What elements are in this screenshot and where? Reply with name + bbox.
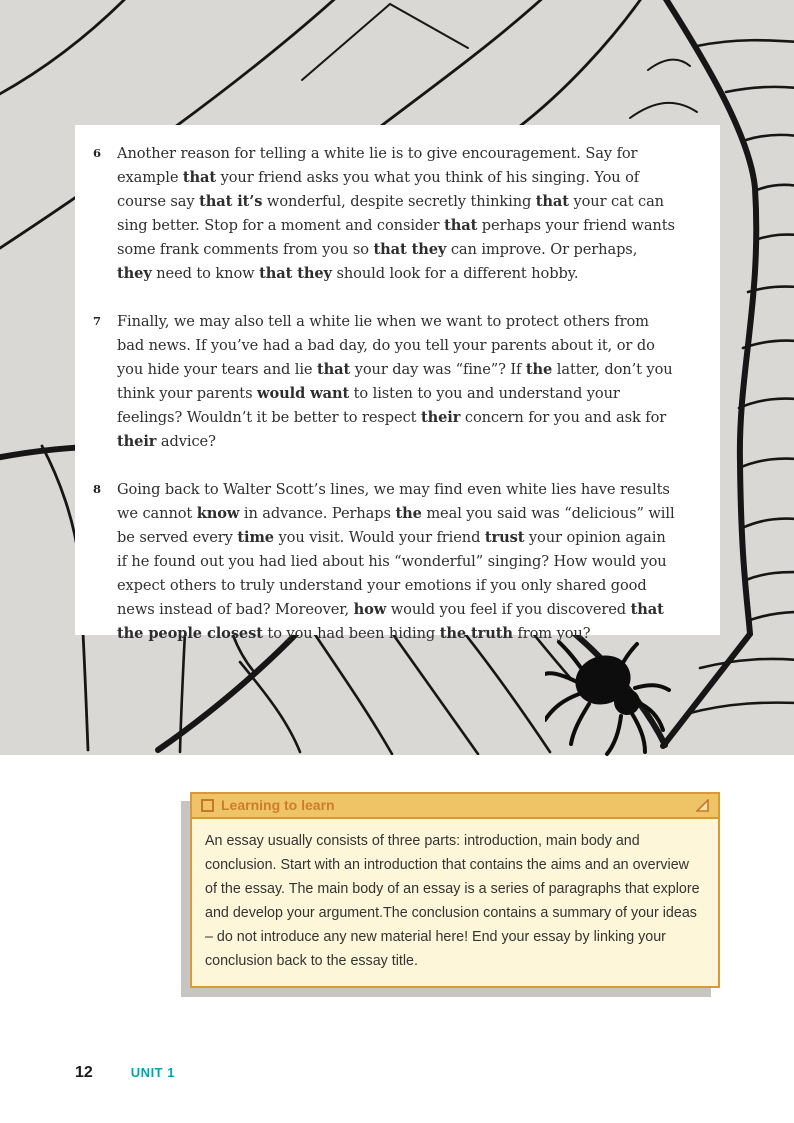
paragraph-number: 8: [93, 482, 102, 496]
page-number: 12: [75, 1064, 93, 1081]
learning-box-header: [192, 794, 718, 819]
unit-label: UNIT 1: [130, 1065, 175, 1080]
learning-to-learn-box: [190, 792, 720, 988]
learning-box-title: Learning to learn: [221, 797, 335, 813]
paragraph-text: Going back to Walter Scott’s lines, we may find even white lies have results we cannot know in advance. Perhaps the meal you said was “delicious” will be served every time you visit. Would your friend trust your opinion again if he found out you had lied about his “wonderful” singing? How would you expect others to truly understand your emotions if you only shared good news instead of bad? Moreover, how would you feel if you discovered that the people closest to you had been hiding the truth from you?: [117, 481, 675, 642]
paragraph-number: 6: [93, 146, 102, 160]
paragraph-number: 7: [93, 314, 102, 328]
square-bullet-icon: [201, 799, 214, 812]
folded-corner-icon: [696, 799, 709, 812]
learning-box-text: An essay usually consists of three parts: introduction, main body and conclusion. Start with an introduction that contains the aims and an overview of the essay. The main body of an essay is a series of paragraphs that explore and develop your argument.The conclusion contains a summary of your ideas – do not introduce any new material here! End your essay by linking your conclusion back to the essay title.: [205, 833, 700, 969]
page-footer: [75, 1064, 175, 1082]
reading-paragraph: [93, 310, 676, 454]
reading-paragraph: [93, 478, 676, 646]
paragraph-text: Finally, we may also tell a white lie when we want to protect others from bad news. If you’ve had a bad day, do you tell your parents about it, or do you hide your tears and lie that your day was “fine”? If the latter, don’t you think your parents would want to listen to you and understand your feelings? Wouldn’t it be better to respect their concern for you and ask for their advice?: [117, 313, 673, 450]
reading-text-card: [75, 125, 720, 642]
paragraph-text: Another reason for telling a white lie is to give encouragement. Say for example that your friend asks you what you think of his singing. You of course say that it’s wonderful, despite secretly thinking that your cat can sing better. Stop for a moment and consider that perhaps your friend wants some frank comments from you so that they can improve. Or perhaps, they need to know that they should look for a different hobby.: [117, 145, 675, 282]
reading-paragraph: [93, 142, 676, 286]
spider-icon: [545, 640, 675, 760]
